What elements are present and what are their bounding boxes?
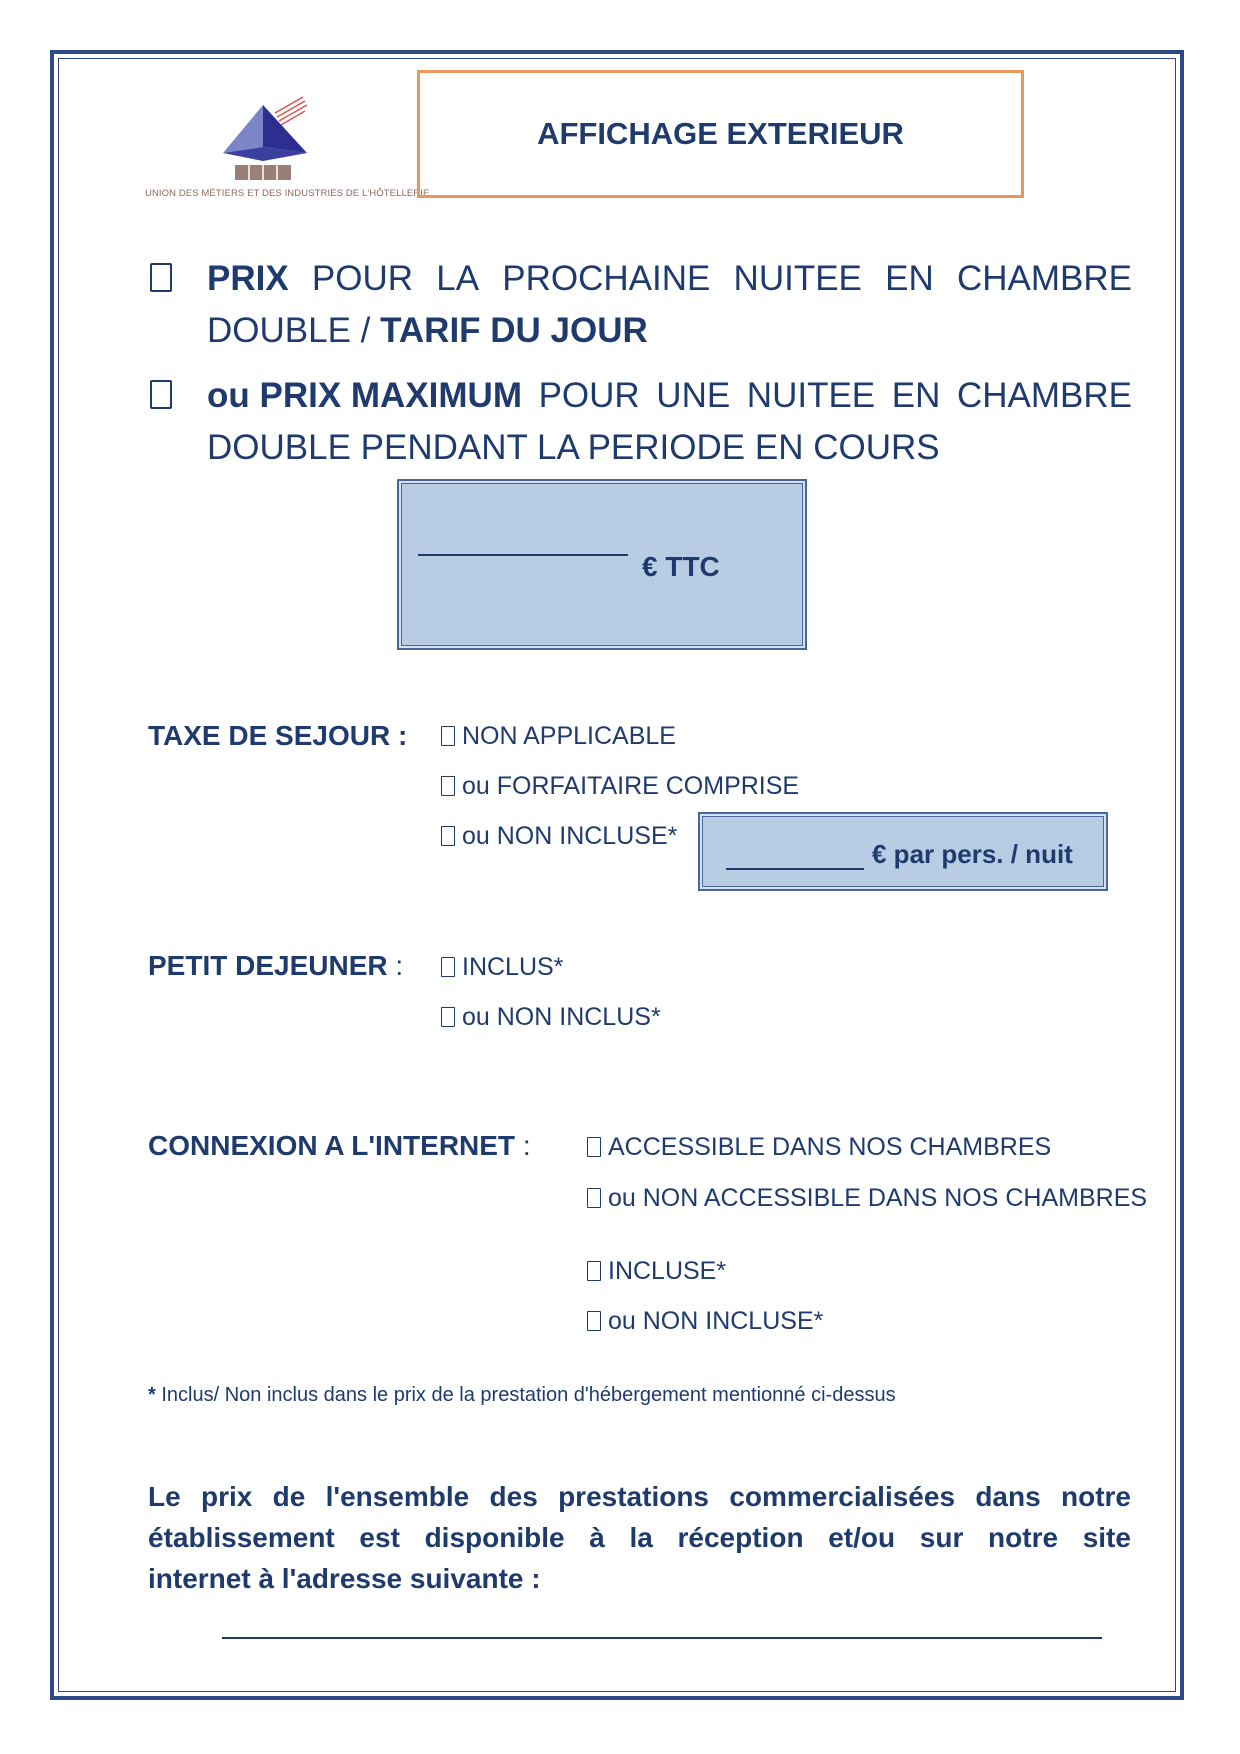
word: la — [629, 1522, 653, 1553]
checkbox[interactable] — [441, 957, 455, 977]
price-option-next-night-line2-plain: DOUBLE / — [207, 311, 381, 350]
word: POUR — [311, 259, 414, 298]
word: EN — [891, 376, 941, 415]
option-label: ou NON ACCESSIBLE DANS NOS CHAMBRES — [608, 1184, 1148, 1212]
option-label: ACCESSIBLE DANS NOS CHAMBRES — [608, 1133, 1052, 1161]
price-option-maximum-line1 — [207, 370, 1132, 422]
option-label: ou FORFAITAIRE COMPRISE — [462, 772, 800, 800]
word: de — [272, 1481, 306, 1512]
checkbox[interactable] — [441, 1007, 455, 1027]
word: dans — [975, 1481, 1041, 1512]
word: CHAMBRE — [956, 259, 1132, 298]
word: prix — [200, 1481, 253, 1512]
tarif-du-jour: TARIF DU JOUR — [380, 311, 648, 350]
taxe-sejour-label: TAXE DE SEJOUR : — [148, 720, 408, 751]
word: PROCHAINE — [502, 259, 711, 298]
price-option-maximum-bold: ou PRIX MAXIMUM — [207, 376, 522, 415]
taxe-amount-unit: € par pers. / nuit — [872, 839, 1073, 869]
word: l'ensemble — [325, 1481, 470, 1512]
checkbox[interactable] — [441, 726, 455, 746]
checkbox[interactable] — [587, 1188, 601, 1208]
word: est — [359, 1522, 400, 1553]
page-title — [417, 70, 1024, 198]
option-label: INCLUSE* — [608, 1257, 727, 1285]
price-option-next-night-bold: PRIX — [207, 259, 289, 298]
footnote-star: * — [148, 1384, 156, 1406]
closing-line1 — [148, 1476, 1131, 1517]
checkbox[interactable] — [441, 776, 455, 796]
price-option-maximum-line2: DOUBLE PENDANT LA PERIODE EN COURS — [207, 428, 940, 467]
word: réception — [677, 1522, 804, 1553]
petit-dejeuner-option-inclus[interactable] — [441, 953, 563, 982]
word: CHAMBRE — [956, 376, 1132, 415]
internet-option-accessible[interactable] — [587, 1133, 1051, 1162]
word: établissement — [148, 1522, 335, 1553]
word: Le — [148, 1481, 181, 1512]
price-amount-blank[interactable] — [418, 554, 628, 556]
price-option-next-night-line2 — [207, 305, 1132, 357]
closing-paragraph — [148, 1476, 1131, 1599]
price-option-next-night-line1 — [207, 253, 1132, 305]
word: NUITEE — [746, 376, 876, 415]
internet-label-bold: CONNEXION A L'INTERNET — [148, 1130, 516, 1161]
option-label: ou NON INCLUSE* — [608, 1307, 824, 1335]
closing-line3: internet à l'adresse suivante : — [148, 1563, 541, 1594]
checkbox-price-next-night[interactable] — [150, 263, 172, 292]
word: site — [1082, 1522, 1131, 1553]
internet-label — [148, 1130, 531, 1162]
option-label: NON APPLICABLE — [462, 722, 676, 750]
checkbox-price-maximum[interactable] — [150, 380, 172, 409]
taxe-option-forfaitaire[interactable] — [441, 772, 799, 801]
price-option-maximum-text — [207, 370, 1132, 474]
checkbox[interactable] — [587, 1137, 601, 1157]
taxe-amount-box — [698, 812, 1108, 891]
word: LA — [436, 259, 480, 298]
internet-option-non-accessible[interactable] — [587, 1184, 1147, 1213]
word: disponible — [424, 1522, 565, 1553]
checkbox[interactable] — [587, 1261, 601, 1281]
internet-option-non-incluse[interactable] — [587, 1307, 823, 1336]
word: à — [589, 1522, 605, 1553]
internet-label-colon: : — [515, 1130, 531, 1161]
word: des — [489, 1481, 538, 1512]
price-amount-box — [397, 479, 807, 650]
price-unit: € TTC — [642, 551, 720, 582]
checkbox[interactable] — [441, 826, 455, 846]
word: POUR — [538, 376, 640, 415]
petit-dejeuner-label-bold: PETIT DEJEUNER — [148, 950, 388, 981]
petit-dejeuner-option-non-inclus[interactable] — [441, 1003, 661, 1032]
internet-option-incluse[interactable] — [587, 1257, 726, 1286]
taxe-amount-blank[interactable] — [726, 868, 864, 870]
taxe-option-non-incluse[interactable] — [441, 822, 677, 851]
word: NUITEE — [733, 259, 862, 298]
website-url-blank[interactable] — [222, 1637, 1102, 1639]
word: notre — [988, 1522, 1059, 1553]
checkbox[interactable] — [587, 1311, 601, 1331]
option-label: ou NON INCLUSE* — [462, 822, 678, 850]
pyramid-logo-icon — [145, 95, 415, 190]
word: prestations — [558, 1481, 710, 1512]
page-title-text: AFFICHAGE EXTERIEUR — [537, 116, 904, 151]
word: et/ou — [828, 1522, 896, 1553]
option-label: ou NON INCLUS* — [462, 1003, 661, 1031]
footnote — [148, 1384, 896, 1407]
price-option-next-night-text — [207, 253, 1132, 357]
closing-line2 — [148, 1517, 1131, 1558]
option-label: INCLUS* — [462, 953, 564, 981]
word: notre — [1060, 1481, 1131, 1512]
umih-logo — [145, 95, 430, 205]
word: UNE — [656, 376, 731, 415]
word: EN — [885, 259, 934, 298]
taxe-option-non-applicable[interactable] — [441, 722, 676, 751]
petit-dejeuner-label-colon: : — [387, 950, 404, 981]
word: commercialisées — [729, 1481, 956, 1512]
word: sur — [919, 1522, 964, 1553]
logo-caption: UNION DES MÉTIERS ET DES INDUSTRIES DE L'HÔTELLERIE — [145, 188, 430, 199]
footnote-text: Inclus/ Non inclus dans le prix de la prestation d'hébergement mentionné ci-dessus — [155, 1384, 896, 1406]
petit-dejeuner-label — [148, 950, 403, 982]
